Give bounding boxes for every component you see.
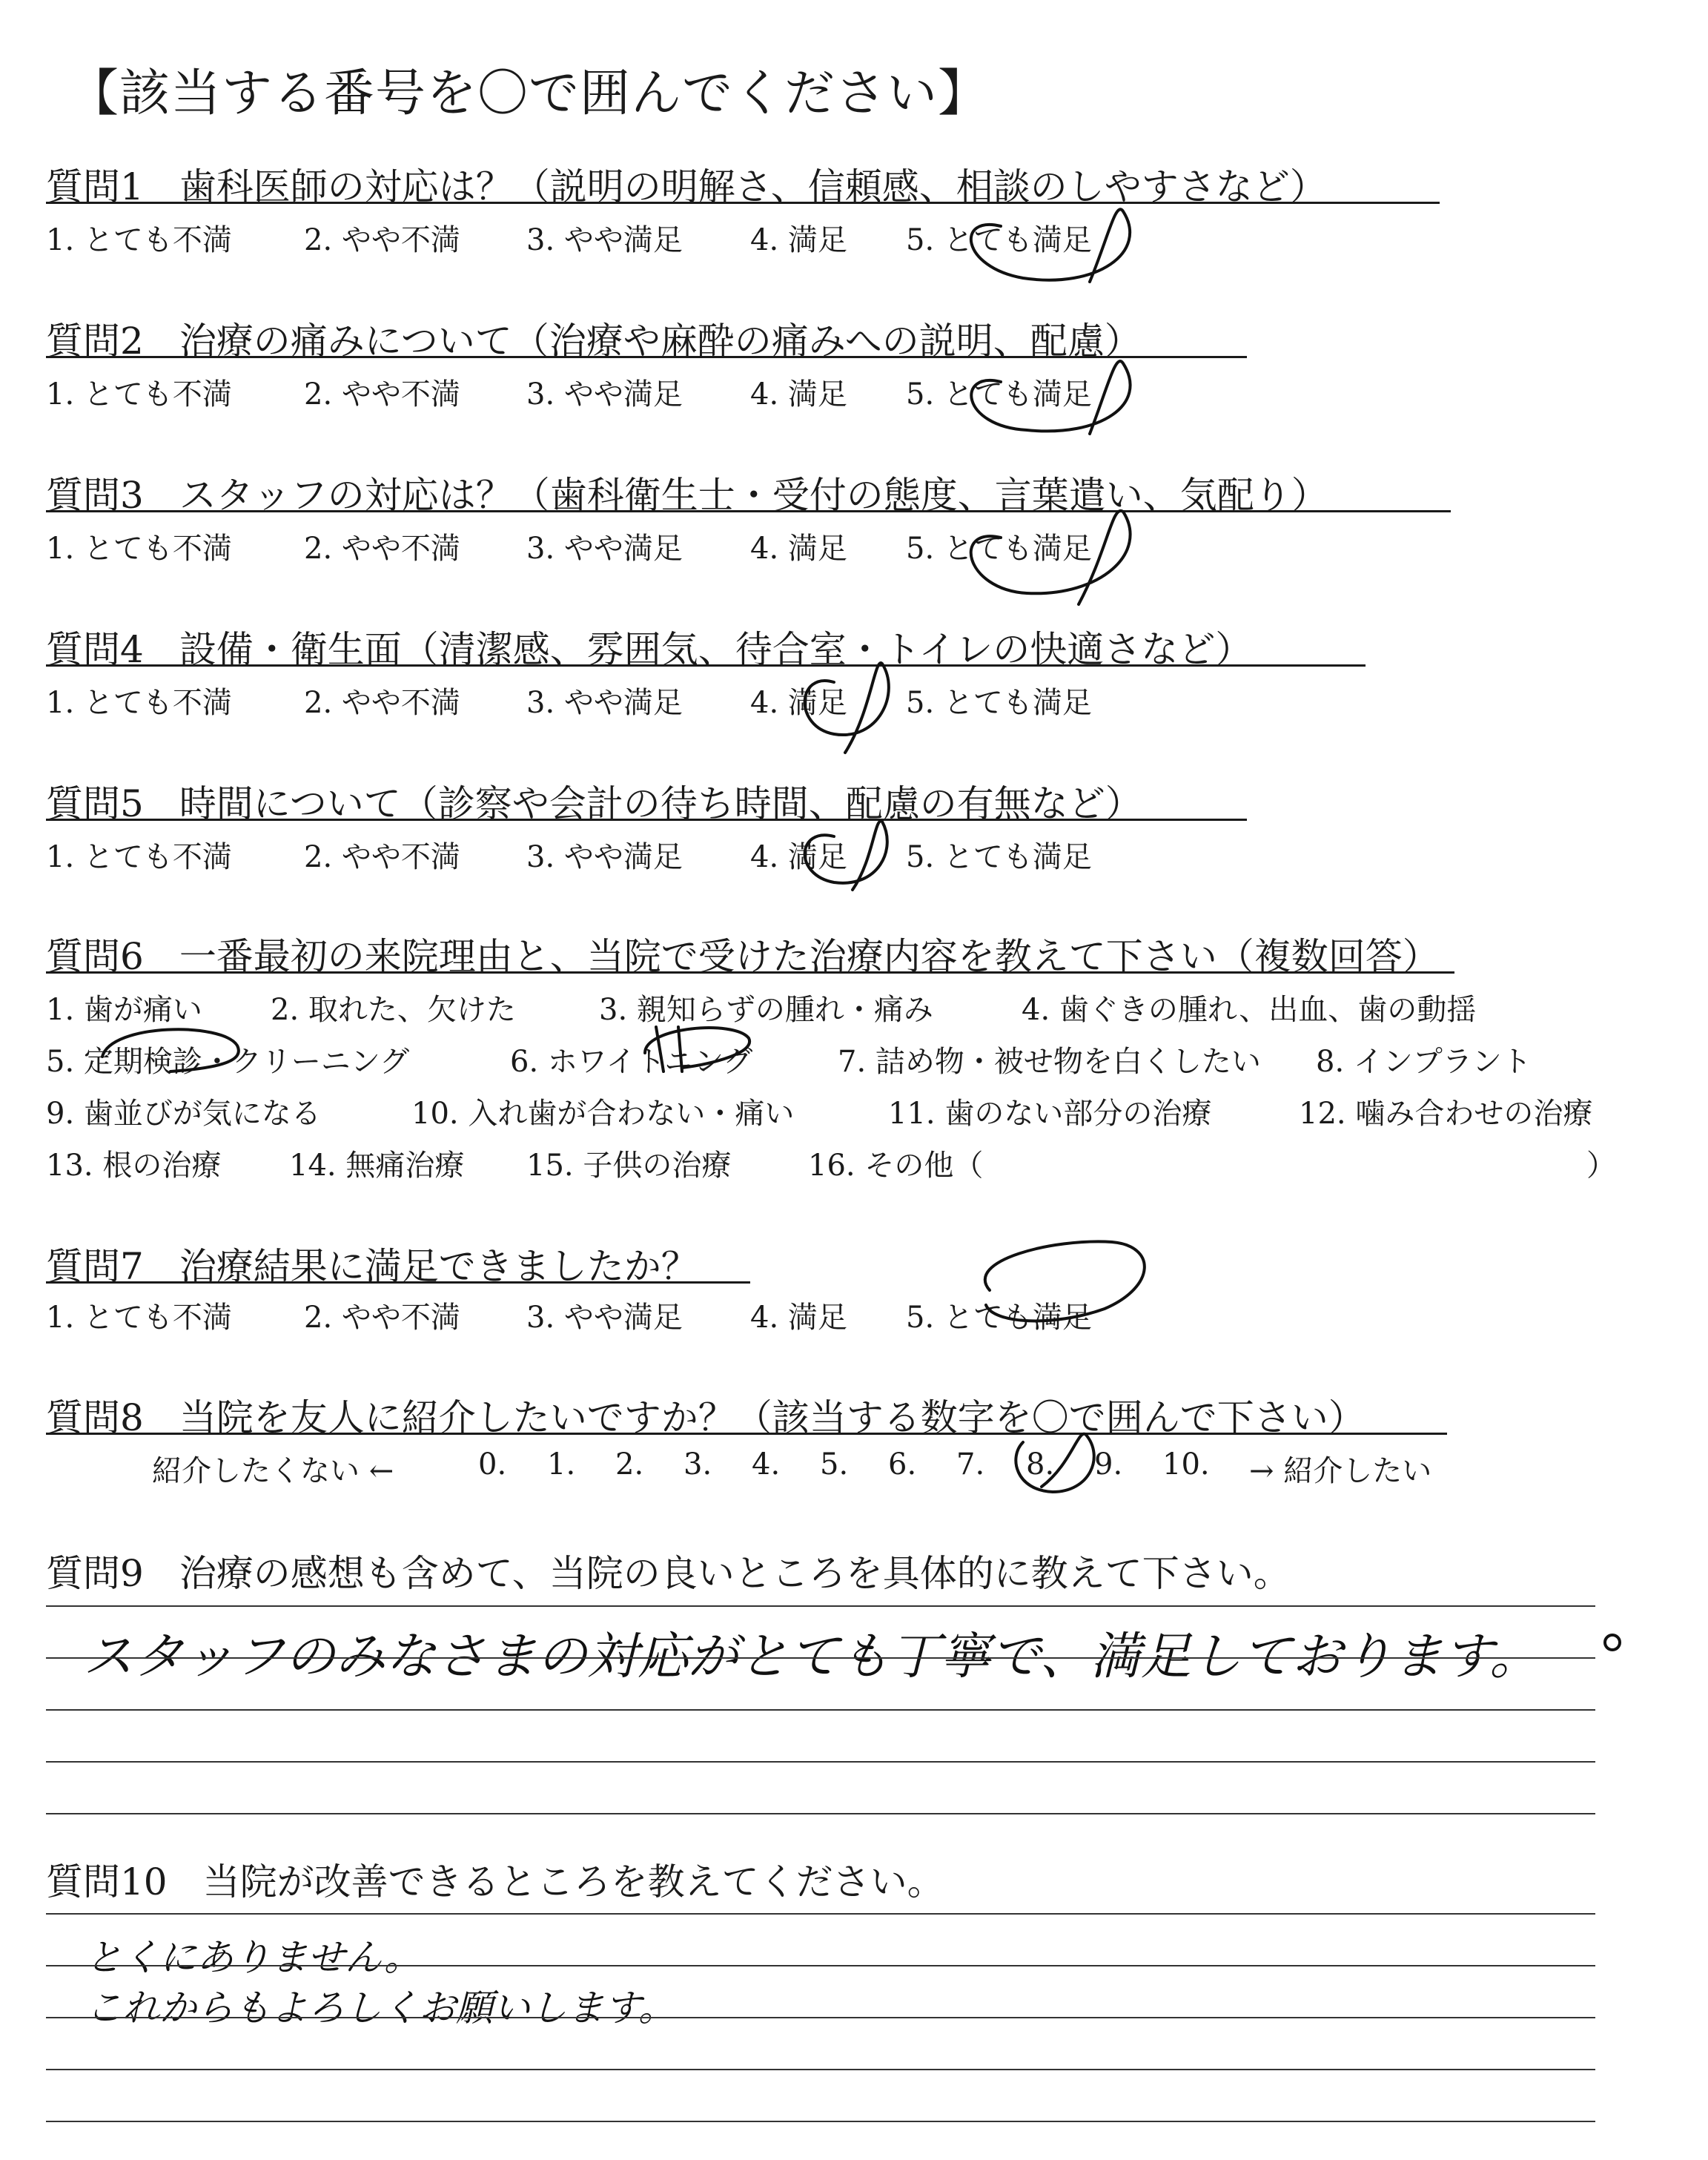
q6-option[interactable]: 13. 根の治療 — [46, 1149, 222, 1183]
question-text: 時間について（診察や会計の待ち時間、配慮の有無など） — [179, 782, 1142, 825]
question-underline — [46, 1281, 750, 1284]
answer-line — [46, 1605, 1595, 1607]
scale-9[interactable]: 9. — [1094, 1447, 1123, 1482]
scale-0[interactable]: 0. — [478, 1447, 507, 1482]
question-text: 治療の痛みについて（治療や麻酔の痛みへの説明、配慮） — [179, 320, 1142, 363]
scale-8[interactable]: 8. — [1026, 1447, 1055, 1482]
rating-option-5[interactable]: 5. とても満足 — [906, 532, 1092, 566]
question-number: 質問5 — [46, 782, 144, 825]
rating-option-1[interactable]: 1. とても不満 — [46, 840, 232, 874]
scale-5[interactable]: 5. — [820, 1447, 849, 1482]
q6-option[interactable]: 12. 噛み合わせの治療 — [1299, 1097, 1593, 1131]
question-underline — [46, 1433, 1447, 1435]
rating-option-3[interactable]: 3. やや満足 — [526, 1301, 683, 1335]
question-number: 質問10 — [46, 1860, 168, 1903]
question-number: 質問7 — [46, 1245, 144, 1288]
rating-option-4[interactable]: 4. 満足 — [750, 1301, 847, 1335]
q9-answer[interactable]: スタッフのみなさまの対応がとても丁寧で、満足しております。 — [83, 1628, 1540, 1686]
scale-3[interactable]: 3. — [683, 1447, 712, 1482]
q6-option[interactable]: 11. 歯のない部分の治療 — [888, 1097, 1212, 1131]
rating-option-5[interactable]: 5. とても満足 — [906, 1301, 1092, 1335]
answer-line — [46, 1813, 1595, 1814]
q6-option[interactable]: 6. ホワイトニング — [510, 1045, 753, 1079]
question-text: 歯科医師の対応は？（説明の明解さ、信頼感、相談のしやすさなど） — [179, 165, 1327, 208]
rating-option-1[interactable]: 1. とても不満 — [46, 686, 232, 720]
question-underline — [46, 202, 1440, 204]
q6-option[interactable]: 5. 定期検診・クリーニング — [46, 1045, 410, 1079]
q10-answer-line-2[interactable]: これからもよろしくお願いします。 — [85, 1986, 675, 2029]
rating-option-5[interactable]: 5. とても満足 — [906, 223, 1092, 257]
answer-line — [46, 1657, 1595, 1659]
q6-option[interactable]: 8. インプラント — [1316, 1045, 1532, 1079]
q6-option[interactable]: 16. その他（ — [808, 1149, 984, 1183]
question-underline — [46, 664, 1366, 667]
question-number: 質問2 — [46, 320, 144, 363]
question-text: 一番最初の来院理由と、当院で受けた治療内容を教えて下さい（複数回答） — [179, 935, 1440, 978]
rating-option-2[interactable]: 2. やや不満 — [304, 223, 460, 257]
rating-option-3[interactable]: 3. やや満足 — [526, 532, 683, 566]
question-10 — [46, 1852, 944, 1906]
rating-option-2[interactable]: 2. やや不満 — [304, 377, 460, 412]
rating-option-2[interactable]: 2. やや不満 — [304, 532, 460, 566]
answer-line — [46, 2069, 1595, 2070]
answer-line — [46, 2121, 1595, 2122]
q6-option[interactable]: 9. 歯並びが気になる — [46, 1097, 321, 1131]
q9-end-mark — [1605, 1635, 1620, 1650]
scale-6[interactable]: 6. — [888, 1447, 917, 1482]
question-underline — [46, 971, 1454, 974]
scale-10[interactable]: 10. — [1162, 1447, 1210, 1482]
scale-2[interactable]: 2. — [615, 1447, 644, 1482]
answer-line — [46, 1913, 1595, 1915]
question-number: 質問8 — [46, 1396, 144, 1439]
question-text: 当院を友人に紹介したいですか？（該当する数字を〇で囲んで下さい） — [179, 1396, 1366, 1439]
question-underline — [46, 510, 1451, 512]
rating-option-5[interactable]: 5. とても満足 — [906, 686, 1092, 720]
rating-option-3[interactable]: 3. やや満足 — [526, 377, 683, 412]
scale-left-label: 紹介したくない ← — [152, 1454, 394, 1488]
question-underline — [46, 356, 1247, 358]
rating-option-4[interactable]: 4. 満足 — [750, 532, 847, 566]
q6-option[interactable]: 15. 子供の治療 — [526, 1149, 732, 1183]
scale-7[interactable]: 7. — [956, 1447, 985, 1482]
question-text: スタッフの対応は？（歯科衛生士・受付の態度、言葉遣い、気配り） — [179, 474, 1328, 517]
rating-option-4[interactable]: 4. 満足 — [750, 223, 847, 257]
answer-line — [46, 1965, 1595, 1966]
scale-right-label: → 紹介したい — [1249, 1454, 1432, 1488]
rating-option-4[interactable]: 4. 満足 — [750, 377, 847, 412]
q6-option[interactable]: 7. 詰め物・被せ物を白くしたい — [838, 1045, 1261, 1079]
rating-option-1[interactable]: 1. とても不満 — [46, 532, 232, 566]
question-text: 設備・衛生面（清潔感、雰囲気、待合室・トイレの快適さなど） — [179, 628, 1253, 671]
q6-option[interactable]: 10. 入れ歯が合わない・痛い — [411, 1097, 795, 1131]
scale-1[interactable]: 1. — [547, 1447, 576, 1482]
q6-option[interactable]: 14. 無痛治療 — [289, 1149, 465, 1183]
q6-option[interactable]: 4. 歯ぐきの腫れ、出血、歯の動揺 — [1022, 993, 1477, 1027]
rating-option-4[interactable]: 4. 満足 — [750, 686, 847, 720]
rating-option-3[interactable]: 3. やや満足 — [526, 223, 683, 257]
q6-paren-close: ） — [1586, 1149, 1616, 1183]
rating-option-5[interactable]: 5. とても満足 — [906, 840, 1092, 874]
question-text: 治療の感想も含めて、当院の良いところを具体的に教えて下さい。 — [179, 1552, 1291, 1595]
scale-4[interactable]: 4. — [752, 1447, 781, 1482]
rating-option-3[interactable]: 3. やや満足 — [526, 686, 683, 720]
q6-option[interactable]: 3. 親知らずの腫れ・痛み — [599, 993, 933, 1027]
rating-option-4[interactable]: 4. 満足 — [750, 840, 847, 874]
rating-option-2[interactable]: 2. やや不満 — [304, 1301, 460, 1335]
q10-answer-line-1[interactable]: とくにありません。 — [85, 1936, 421, 1979]
rating-option-5[interactable]: 5. とても満足 — [906, 377, 1092, 412]
rating-option-2[interactable]: 2. やや不満 — [304, 840, 460, 874]
question-number: 質問1 — [46, 165, 144, 208]
q6-option[interactable]: 1. 歯が痛い — [46, 993, 202, 1027]
answer-line — [46, 2017, 1595, 2018]
question-number: 質問9 — [46, 1552, 144, 1595]
rating-option-2[interactable]: 2. やや不満 — [304, 686, 460, 720]
rating-option-1[interactable]: 1. とても不満 — [46, 1301, 232, 1335]
rating-option-1[interactable]: 1. とても不満 — [46, 377, 232, 412]
q6-option[interactable]: 2. 取れた、欠けた — [271, 993, 516, 1027]
question-9 — [46, 1544, 1291, 1597]
question-underline — [46, 819, 1247, 821]
rating-option-1[interactable]: 1. とても不満 — [46, 223, 232, 257]
question-number: 質問4 — [46, 628, 144, 671]
rating-option-3[interactable]: 3. やや満足 — [526, 840, 683, 874]
form-title: 【該当する番号を〇で囲んでください】 — [68, 65, 990, 123]
question-number: 質問6 — [46, 935, 144, 978]
question-text: 当院が改善できるところを教えてください。 — [202, 1860, 944, 1903]
answer-line — [46, 1761, 1595, 1763]
question-number: 質問3 — [46, 474, 144, 517]
answer-line — [46, 1709, 1595, 1711]
question-text: 治療結果に満足できましたか？ — [179, 1245, 698, 1288]
